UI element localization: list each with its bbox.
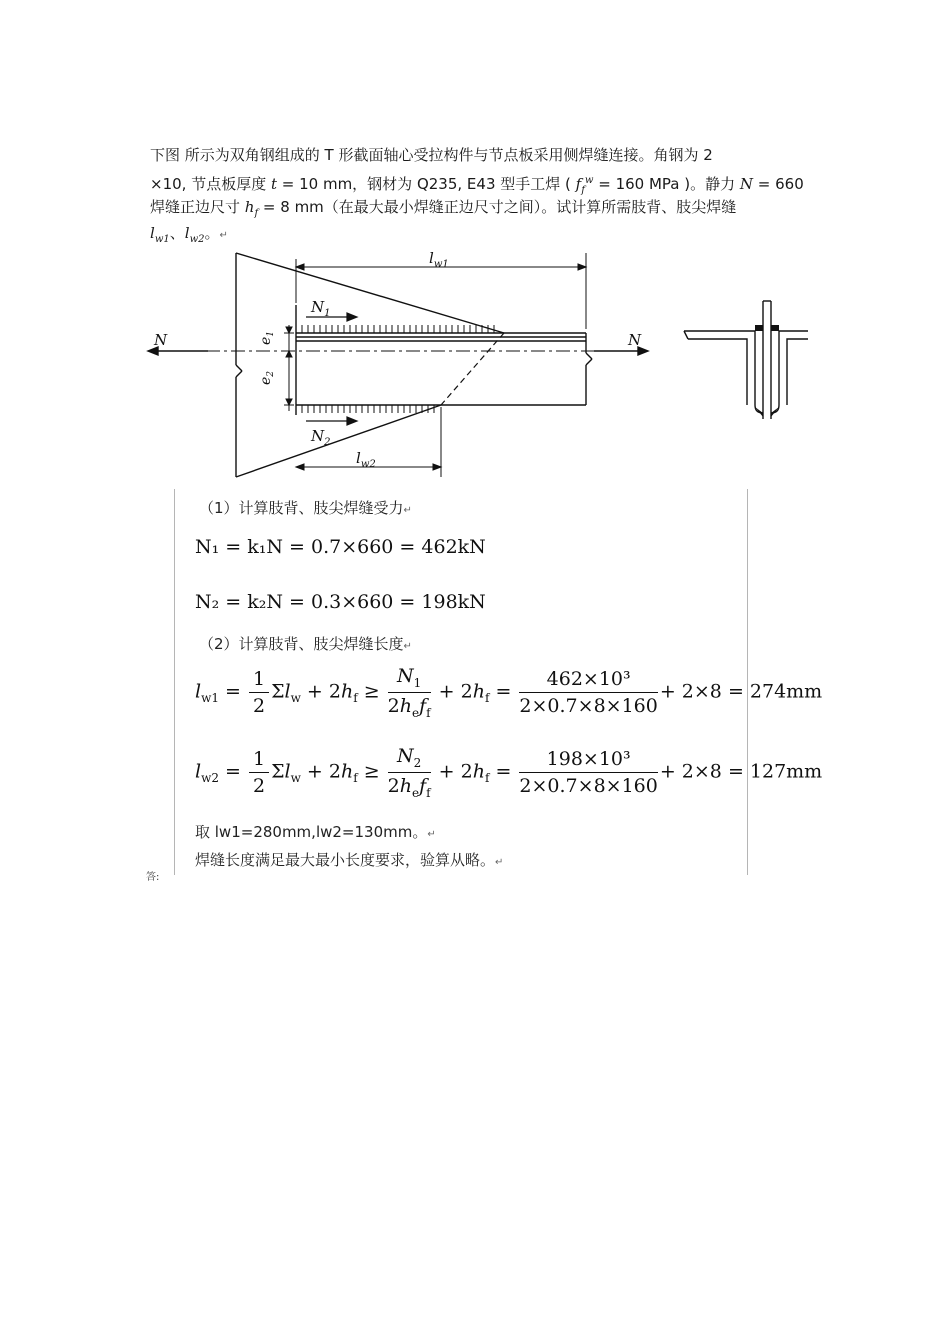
q-var-hf: $h_f$ xyxy=(244,198,259,219)
equation-n2 xyxy=(195,591,486,613)
return-mark: ↵ xyxy=(219,230,228,241)
label-n1: $N_1$ xyxy=(311,298,331,319)
step1-text: （1）计算肢背、肢尖焊缝受力 xyxy=(199,499,404,517)
weld-top xyxy=(302,325,494,333)
question-line-1: 下图 所示为双角钢组成的 T 形截面轴心受拉构件与节点板采用侧焊缝连接。角钢为 2 xyxy=(150,146,713,164)
label-e1: $e_1$ xyxy=(258,330,276,345)
q-text: ×10, 节点板厚度 xyxy=(150,175,271,193)
weld-bottom xyxy=(302,405,434,413)
fraction-half: $\frac{1}{2}$ xyxy=(249,668,269,717)
answer-step-1 xyxy=(199,497,412,518)
equation-lw1: $l_{w1}$ = $\frac{1}{2}$ $\Sigma l_w + 2h_f$ ≥ $\frac{N_1}{2h_ef_f}$ + $2h_f$ = $\frac{\text{462×10³}}{2\times 0.7\times 8\times 160}$ + 2×8 = 274mm xyxy=(195,665,823,720)
fraction-n2: $\frac{N_2}{2h_ef_f}$ xyxy=(387,745,431,800)
q-text: 焊缝正边尺寸 xyxy=(150,198,245,216)
q-var-lw1: $l_{w1}$ xyxy=(150,224,170,245)
eq3-tail: + 2×8 = 274mm xyxy=(659,680,823,703)
q-text: = 660 xyxy=(753,175,804,193)
angle-steel xyxy=(296,305,592,415)
question-line-3 xyxy=(150,194,808,220)
q-text: = 8 mm（在最大最小焊缝正边尺寸之间）。试计算所需肢背、肢尖焊缝 xyxy=(258,198,737,216)
answer-note xyxy=(195,849,503,870)
arrow-n2 xyxy=(306,417,357,425)
fraction-n1: $\frac{N_1}{2h_ef_f}$ xyxy=(387,665,431,720)
q-text: 、 xyxy=(169,224,185,242)
cross-section xyxy=(684,301,808,419)
return-mark: ↵ xyxy=(403,641,412,652)
fraction-numeric-1: $\frac{\text{462×10³}}{2\times 0.7\times 8\times 160}$ xyxy=(519,667,658,717)
step2-text: （2）计算肢背、肢尖焊缝长度 xyxy=(199,635,404,653)
q-text: 。 xyxy=(204,224,220,242)
equation-lw2: $l_{w2}$ = $\frac{1}{2}$ $\Sigma l_w + 2h_f$ ≥ $\frac{N_2}{2h_ef_f}$ + $2h_f$ = $\frac{\text{198×10³}}{2\times 0.7\times 8\times 160}$ + 2×8 = 127mm xyxy=(195,745,823,800)
question-line-4 xyxy=(150,220,808,246)
label-lw1: $l_{w1}$ xyxy=(429,249,449,270)
fraction-half: $\frac{1}{2}$ xyxy=(249,748,269,797)
answer-step-2 xyxy=(199,633,412,654)
fraction-numeric-2: $\frac{\text{198×10³}}{2\times 0.7\times 8\times 160}$ xyxy=(519,747,658,797)
answer-panel xyxy=(174,489,823,875)
equation-n1 xyxy=(195,536,486,558)
gusset-plate xyxy=(236,253,504,477)
label-n-left: N xyxy=(154,331,168,349)
label-n2: $N_2$ xyxy=(311,427,331,448)
cross-section-welds xyxy=(755,325,779,417)
q-var-t: t xyxy=(270,175,277,193)
note-text: 焊缝长度满足最大最小长度要求，验算从略。 xyxy=(195,851,496,869)
eq2-text: N₂ = k₂N = 0.3×660 = 198kN xyxy=(195,591,486,613)
q-text: = 160 MPa )。静力 xyxy=(593,175,740,193)
answer-take xyxy=(195,821,436,842)
label-lw2: $l_{w2}$ xyxy=(356,449,376,470)
weld-diagram xyxy=(146,245,808,482)
answer-label: 答: xyxy=(146,872,160,883)
label-e2: $e_2$ xyxy=(258,370,276,385)
return-mark: ↵ xyxy=(403,505,412,516)
return-mark: ↵ xyxy=(427,829,436,840)
take-text: 取 lw1=280mm,lw2=130mm。 xyxy=(195,823,428,841)
question-figure xyxy=(146,140,808,482)
return-mark: ↵ xyxy=(495,857,504,868)
q-var-lw2: $l_{w2}$ xyxy=(184,224,205,245)
hidden-edge xyxy=(441,333,504,405)
label-n-right: N xyxy=(628,331,642,349)
eq1-text: N₁ = k₁N = 0.7×660 = 462kN xyxy=(195,536,486,558)
eq4-tail: + 2×8 = 127mm xyxy=(659,760,823,783)
q-var-n: N xyxy=(739,175,754,193)
question-line-2 xyxy=(150,168,808,194)
question-text xyxy=(150,142,808,246)
q-var-fw: $f_f^w$ xyxy=(575,175,594,196)
dim-e xyxy=(284,325,294,411)
q-text: = 10 mm，钢材为 Q235, E43 型手工焊 ( xyxy=(277,175,576,193)
